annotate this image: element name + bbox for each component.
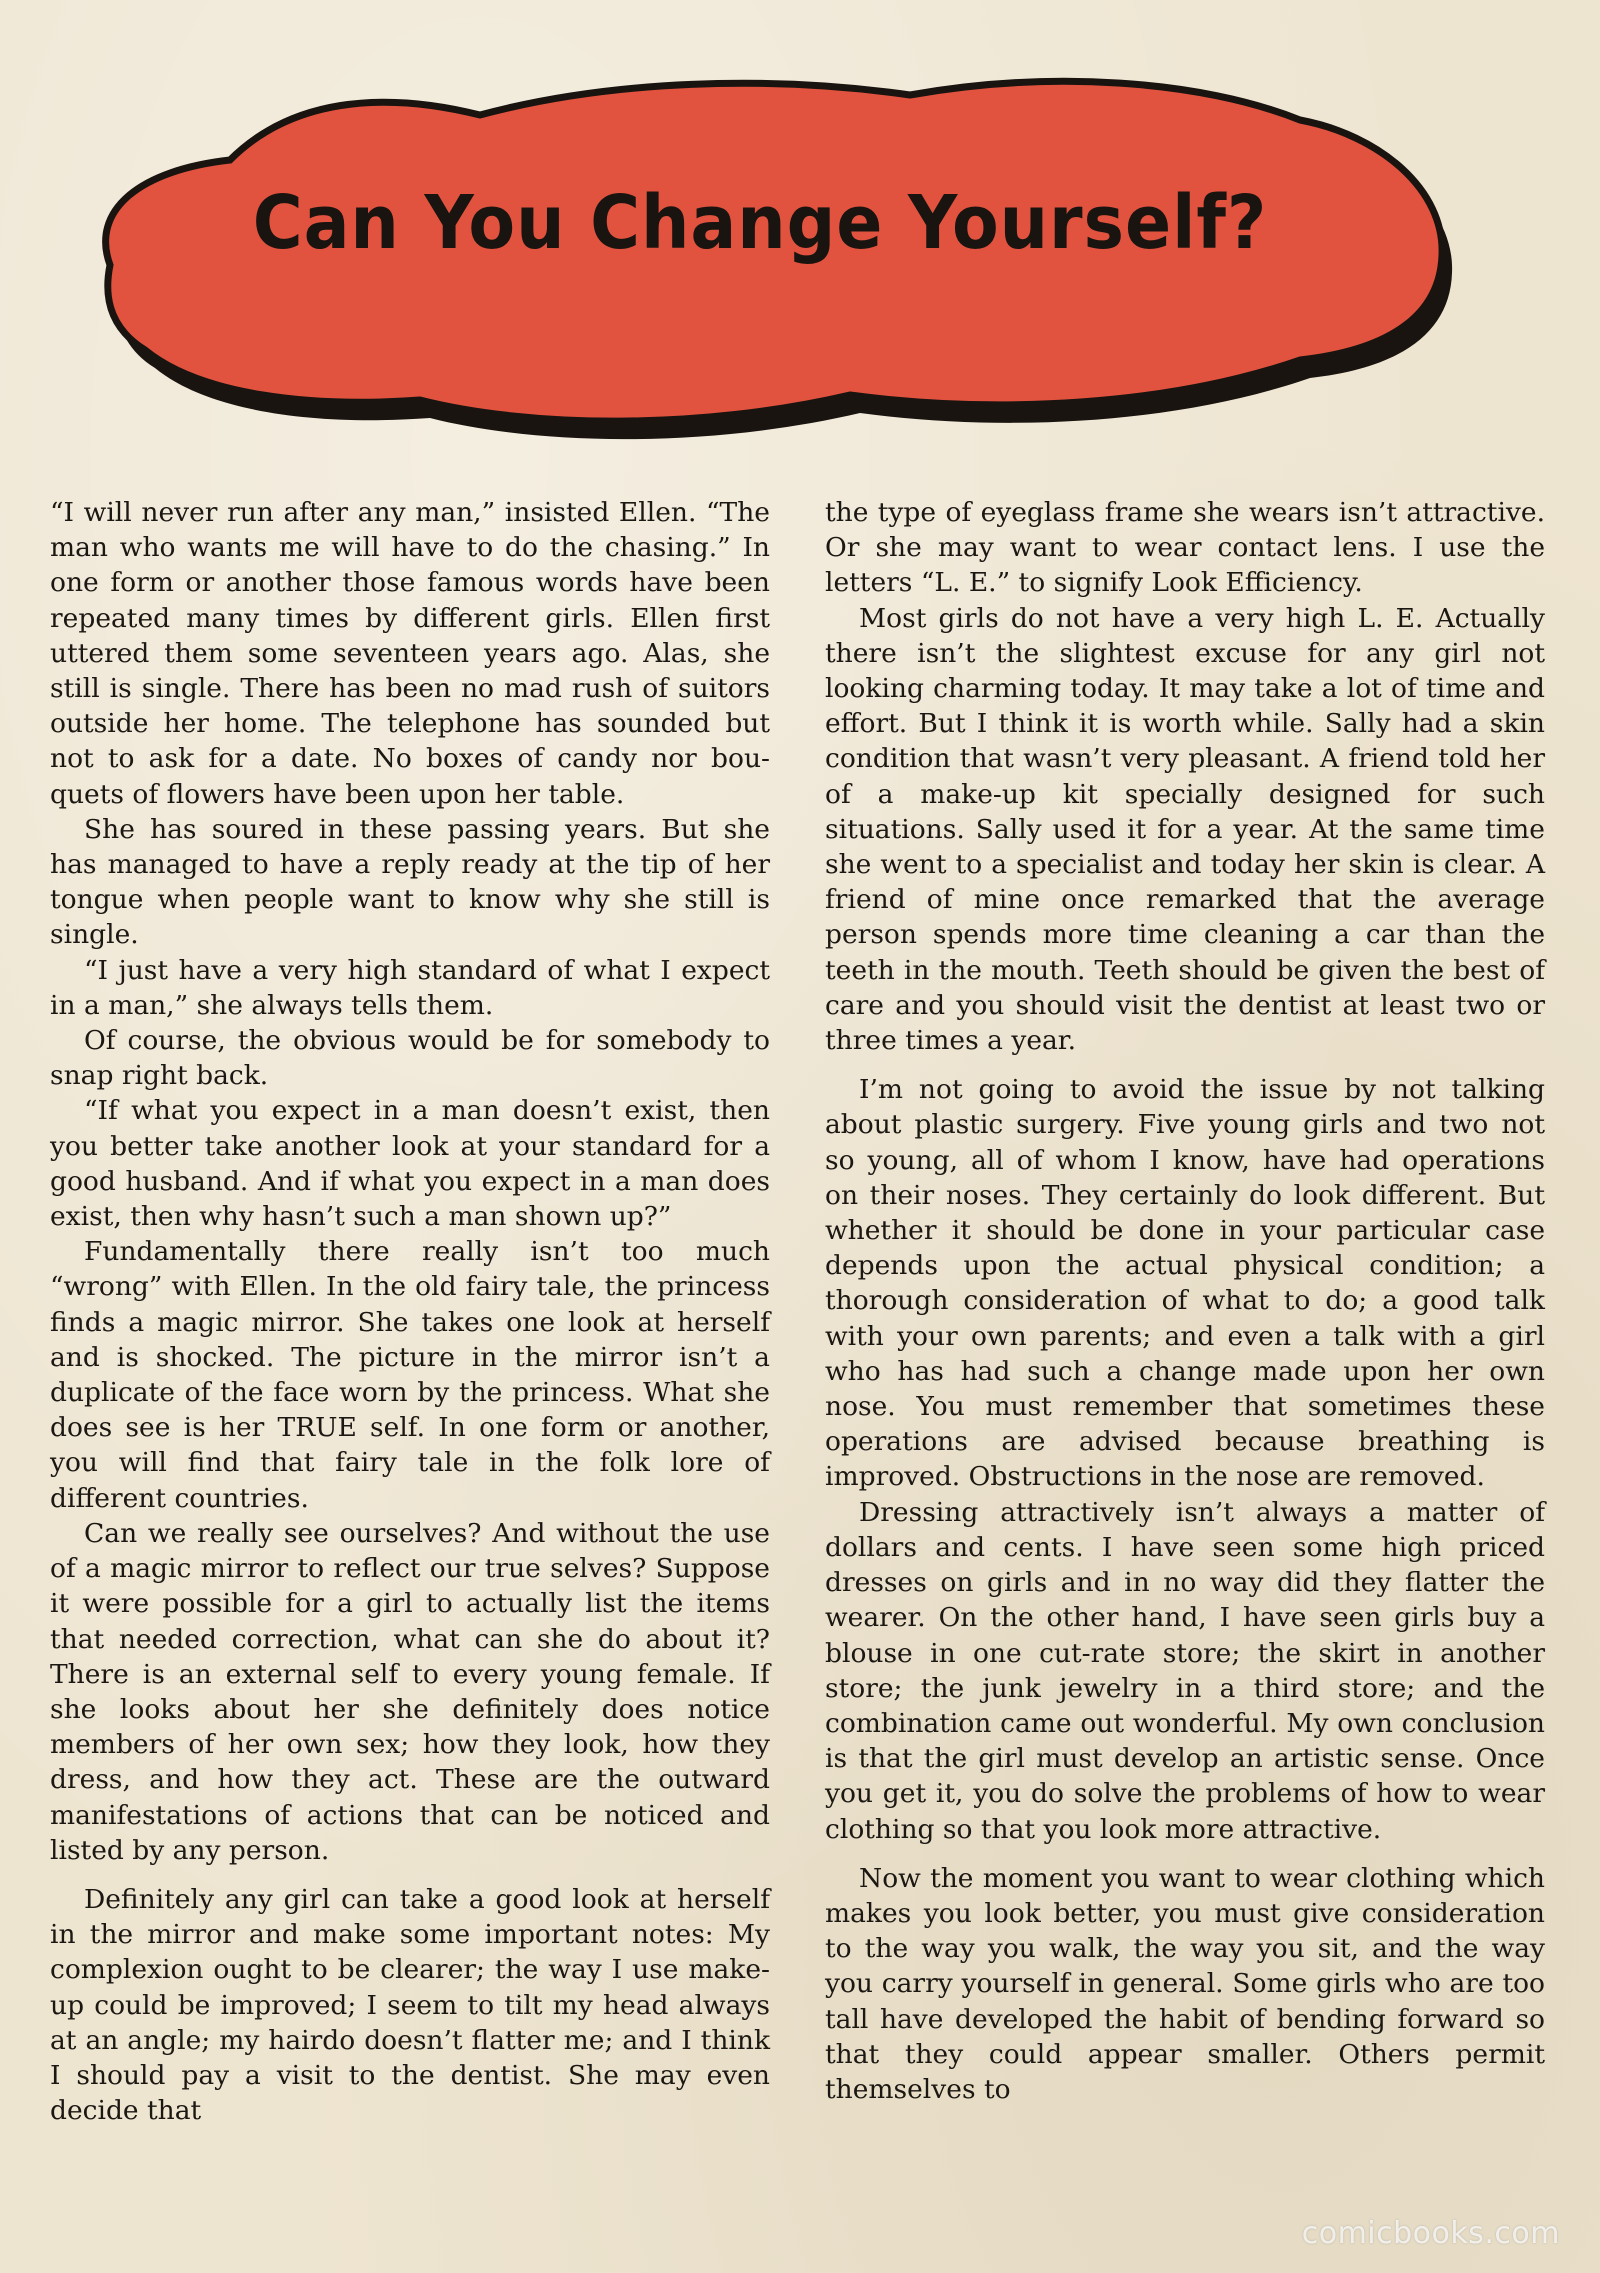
paragraph: “I just have a very high standard of what I expect in a man,” she always tells them. xyxy=(50,954,770,1021)
paragraph: “If what you expect in a man doesn’t exist, then you better take another look at your standard for a good husband. And if what you expect in a man does exist, then why hasn’t such a man shown up?” xyxy=(50,1095,770,1233)
title-banner xyxy=(50,60,1470,440)
paragraph: Of course, the obvious would be for somebody to snap right back. xyxy=(50,1025,770,1092)
paragraph: Can we really see ourselves? And without the use of a magic mirror to reflect our true selves? Suppose it were possible for a girl to actually list the items that needed correction, what can she do about it? There is an external self to every young female. If she looks about her she definitely does notice members of her own sex; how they look, how they dress, and how they act. These are the outward manifestations of actions that can be noticed and listed by any person. xyxy=(50,1517,770,1866)
article-body xyxy=(50,495,1545,2255)
paragraph: Definitely any girl can take a good look at herself in the mirror and make some important notes: My complexion ought to be clearer; the way I use make-up could be improved; I seem to tilt my head always at an angle; my hairdo doesn’t flatter me; and I think I should pay a visit to the dentist. She may even decide that xyxy=(50,1883,770,2127)
paragraph: Now the moment you want to wear clothing which makes you look better, you must give consideration to the way you walk, the way you sit, and the way you carry yourself in general. Some girls who are too tall have developed the habit of bending forward so that they could appear smaller. Others permit themselves to xyxy=(825,1862,1545,2105)
page-title: Can You Change Yourself? xyxy=(252,180,1268,266)
paragraph: Fundamentally there really isn’t too much “wrong” with Ellen. In the old fairy tale, the princess finds a magic mirror. She takes one look at herself and is shocked. The picture in the mirror isn’t a duplicate of the face worn by the princess. What she does see is her TRUE self. In one form or another, you will find that fairy tale in the folk lore of different countries. xyxy=(50,1236,770,1514)
watermark-text: comicbooks.com xyxy=(1301,2216,1560,2251)
paragraph: I’m not going to avoid the issue by not talking about plastic surgery. Five young girls and two not so young, all of whom I know, have had operations on their noses. They certainly do look different. But whether it should be done in your particular case depends upon the actual physical condition; a thorough consideration of what to do; a good talk with your own parents; and even a talk with a girl who has had such a change made upon her own nose. You must remember that sometimes these operations are advised because breathing is improved. Obstructions in the nose are removed. xyxy=(825,1074,1545,1493)
paragraph: She has soured in these passing years. But she has managed to have a reply ready at the tip of her tongue when people want to know why she still is single. xyxy=(50,813,770,951)
left-column xyxy=(50,495,770,2255)
paragraph: the type of eyeglass frame she wears isn’t attractive. Or she may want to wear contact lens. I use the letters “L. E.” to signify Look Efficiency. xyxy=(825,497,1545,599)
right-column xyxy=(825,495,1545,2255)
paragraph: “I will never run after any man,” insisted Ellen. “The man who wants me will have to do the chasing.” In one form or another those famous words have been repeated many times by different girls. Ellen first uttered them some seventeen years ago. Alas, she still is single. There has been no mad rush of suitors outside her home. The telephone has sounded but not to ask for a date. No boxes of candy nor bouquets of flowers have been upon her table. xyxy=(50,497,770,810)
paragraph: Most girls do not have a very high L. E. Actually there isn’t the slightest excuse for any girl not looking charming today. It may take a lot of time and effort. But I think it is worth while. Sally had a skin condition that wasn’t very pleasant. A friend told her of a make-up kit specially designed for such situations. Sally used it for a year. At the same time she went to a specialist and today her skin is clear. A friend of mine once remarked that the average person spends more time cleaning a car than the teeth in the mouth. Teeth should be given the best of care and you should visit the dentist at least two or three times a year. xyxy=(825,602,1545,1057)
paragraph: Dressing attractively isn’t always a matter of dollars and cents. I have seen some high priced dresses on girls and in no way did they flatter the wearer. On the other hand, I have seen girls buy a blouse in one cut-rate store; the skirt in another store; the junk jewelry in a third store; and the combination came out wonderful. My own conclusion is that the girl must develop an artistic sense. Once you get it, you do solve the problems of how to wear clothing so that you look more attractive. xyxy=(825,1496,1545,1845)
